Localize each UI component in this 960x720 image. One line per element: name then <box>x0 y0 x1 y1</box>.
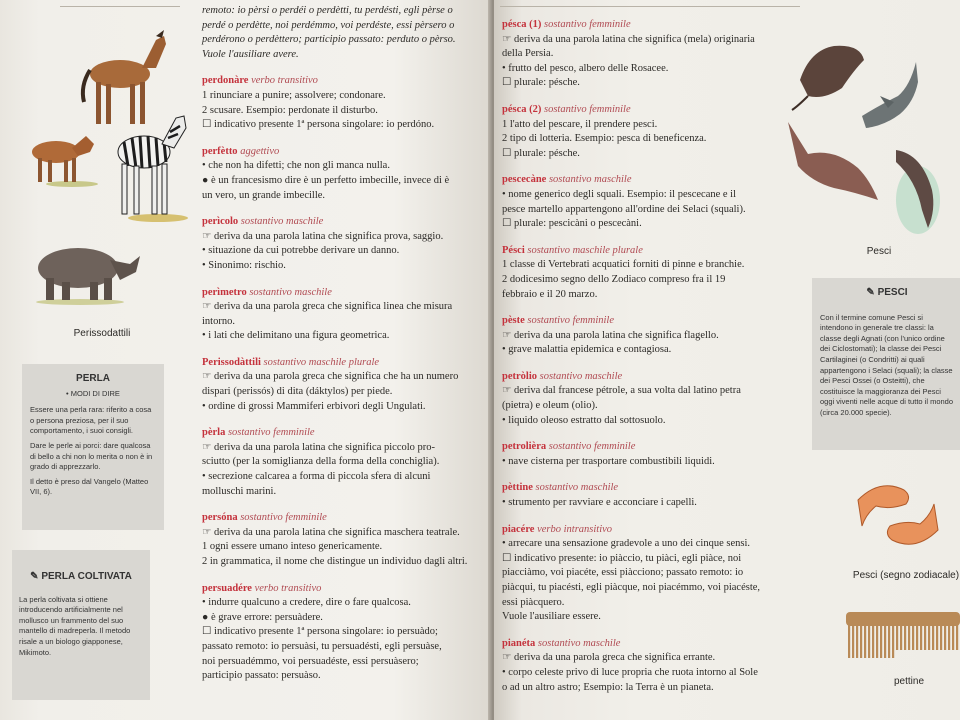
entry-line: • secrezione calcarea a forma di piccola sfera di alcuni <box>202 471 431 483</box>
entry-part-of-speech: sostantivo femminile <box>544 19 631 30</box>
entry-line: o ad un altro astro; Esempio: la Terra è un pianeta. <box>502 681 714 693</box>
entry-line: • strumento per ravviare e acconciare i capelli. <box>502 497 697 509</box>
entry-line: participio passato: persuàso. <box>202 670 321 682</box>
entry-line: ☐ indicativo presente 1ª persona singolare: io perdóno. <box>202 119 435 131</box>
perla-box-text-2: Dare le perle ai porci: dare qualcosa di bello a chi non lo merita o non è in grado di apprezzarlo. <box>30 440 153 472</box>
entry-line: remoto: io pèrsi o perdéi o perdètti, tu perdésti, egli pèrse o <box>202 5 453 16</box>
entry-heading <box>202 74 480 89</box>
perla-sidebar-box <box>22 364 164 530</box>
entry-line: • Sinonimo: rischio. <box>202 259 286 271</box>
entry-heading <box>202 286 480 301</box>
pesci-caption: Pesci <box>866 246 892 257</box>
entry-headword: pèrla <box>202 427 226 439</box>
entry-heading <box>502 18 798 33</box>
entry-line: ☞ deriva da una parola latina che significa maschera teatrale. <box>202 526 460 538</box>
entry-line: • situazione da cui potrebbe derivare un danno. <box>202 245 400 257</box>
entry-part-of-speech: sostantivo maschile <box>535 482 619 494</box>
perla-box-text-1: Essere una perla rara: riferito a cosa o persona preziosa, per il suo comportamento, i suoi consigli. <box>30 405 152 436</box>
dictionary-entry <box>202 582 480 684</box>
entry-line: 2 dodicesimo segno dello Zodiaco compreso fra il 19 <box>502 273 726 285</box>
entry-part-of-speech: sostantivo maschile <box>240 216 324 228</box>
entry-headword: pésca (2) <box>502 103 542 115</box>
entry-line: ☞ deriva dal francese pétrole, a sua volta dal latino petra <box>502 385 741 397</box>
entry-line: 1 rinunciare a punire; assolvere; condonare. <box>202 89 386 101</box>
rhinoceros-illustration <box>30 236 144 306</box>
dictionary-entry <box>202 286 480 344</box>
entry-line: ☞ deriva da una parola latina che significa piccolo pro- <box>202 441 436 453</box>
left-entries <box>202 4 480 696</box>
entry-line: ● è grave errore: persuàdere. <box>202 611 323 623</box>
comb-illustration <box>844 608 960 660</box>
entry-line: ☞ deriva da una parola latina che significa flagello. <box>502 329 719 341</box>
pesci-sidebar-box <box>812 278 960 450</box>
entry-line: ☞ deriva da una parola greca che significa linea che misura <box>202 301 453 313</box>
entry-line: 2 tipo di lotteria. Esempio: pesca di beneficenza. <box>502 133 707 145</box>
pesci-box-text: Con il termine comune Pesci si intendono in generale tre classi: la classe degli Agnati (con l'unico ordine dei Ciclostomati); la classe dei Pesci Cartilaginei (o Condritti) ai quali appartengono i Selaci (squali); la classe dei Pesci Ossei (o Osteitti), che costituisce la maggioranza dei Pesci oggi viventi nelle acque di tutto il mondo (circa 20.000 specie). <box>820 312 954 417</box>
entry-part-of-speech: verbo transitivo <box>254 582 322 594</box>
entry-line: 1 l'atto del pescare, il prendere pesci. <box>502 118 658 130</box>
entry-headword: persóna <box>202 512 238 524</box>
entry-heading <box>202 356 480 371</box>
dictionary-entry <box>502 103 798 161</box>
entry-headword: petrolièra <box>502 441 547 453</box>
entry-part-of-speech: sostantivo maschile <box>539 370 623 382</box>
entry-line: febbraio e il 20 marzo. <box>502 288 598 300</box>
dictionary-entry <box>502 440 798 469</box>
entry-line: • grave malattia epidemica e contagiosa. <box>502 344 672 356</box>
right-entry-list <box>502 18 798 695</box>
entry-heading <box>202 582 480 597</box>
entry-headword: pianéta <box>502 637 536 649</box>
entry-line: 2 in grammatica, il nome che distingue un individuo dagli altri. <box>202 556 468 567</box>
pisces-zodiac-illustration <box>850 470 946 560</box>
dictionary-entry <box>502 637 798 695</box>
entry-part-of-speech: verbo intransitivo <box>537 523 613 535</box>
top-rule <box>60 6 180 7</box>
entry-line: • nave cisterna per trasportare combustibili liquidi. <box>502 455 715 467</box>
dictionary-entry <box>202 511 480 569</box>
entry-part-of-speech: sostantivo maschile <box>249 286 332 298</box>
entry-line: Vuole l'ausiliare essere. <box>502 611 601 623</box>
perissodattili-caption: Perissodattili <box>73 328 131 339</box>
entry-headword: Pésci <box>502 244 525 256</box>
entry-part-of-speech: sostantivo femminile <box>548 441 636 453</box>
entry-line: ☐ indicativo presente: io piàccio, tu piàci, egli piàce, noi <box>502 552 742 564</box>
entry-line: ☞ deriva da una parola greca che significa che ha un numero <box>202 371 459 383</box>
entry-line: 1 ogni essere umano inteso genericamente. <box>202 541 383 553</box>
entry-line: intorno. <box>202 315 235 327</box>
entry-line: piàcqui, tu piacésti, egli piàcque, noi piacémmo, voi piacéste, <box>502 582 761 593</box>
entry-line: ☞ deriva da una parola latina che significa prova, saggio. <box>202 230 444 242</box>
entry-part-of-speech: verbo transitivo <box>251 75 318 87</box>
entry-part-of-speech: sostantivo femminile <box>527 315 614 327</box>
entry-line: molluschi marini. <box>202 485 277 497</box>
entry-line: 1 classe di Vertebrati acquatici forniti di pinne e branchie. <box>502 259 745 271</box>
dictionary-entry <box>202 356 480 414</box>
left-entry-list <box>202 74 480 683</box>
entry-heading <box>502 637 798 652</box>
entry-line: ☐ plurale: pésche. <box>502 147 580 159</box>
dictionary-entry <box>202 74 480 132</box>
entry-line: un vero, un grande imbecille. <box>202 189 326 201</box>
entry-part-of-speech: sostantivo femminile <box>544 103 631 115</box>
entry-line: essi piàcquero. <box>502 596 565 608</box>
dictionary-entry <box>502 244 798 302</box>
entry-line: 2 scusare. Esempio: perdonate il disturbo. <box>202 104 378 116</box>
perla-box-title: PERLA <box>76 373 110 384</box>
entry-headword: pescecàne <box>502 174 547 186</box>
entry-part-of-speech: aggettivo <box>240 145 280 157</box>
entry-headword: persuadére <box>202 582 252 594</box>
entry-line: • ordine di grossi Mammiferi erbivori degli Ungulati. <box>202 400 426 412</box>
entry-line: • i lati che delimitano una figura geometrica. <box>202 330 390 342</box>
entry-line: • indurre qualcuno a credere, dire o fare qualcosa. <box>202 597 411 609</box>
entry-line: • corpo celeste privo di luce propria che ruota intorno al Sole <box>502 666 758 678</box>
entry-heading <box>502 440 798 455</box>
entry-headword: Perissodàttili <box>202 356 261 368</box>
perdere-continuation <box>202 4 480 62</box>
entry-heading <box>502 370 798 385</box>
entry-line: • liquido oleoso estratto dal sottosuolo. <box>502 414 666 426</box>
entry-line: pesce martello appartengono all'ordine dei Selaci (squali). <box>502 203 746 215</box>
entry-line: dispari (perissós) di dita (dáktylos) per piede. <box>202 386 393 398</box>
entry-line: • arrecare una sensazione gradevole a uno dei cinque sensi. <box>502 538 750 550</box>
zebra-illustration <box>104 108 188 224</box>
entry-heading <box>502 523 798 538</box>
fish-splash-illustration <box>892 140 948 236</box>
entry-heading <box>502 481 798 496</box>
entry-headword: pésca (1) <box>502 19 542 30</box>
pettine-caption: pettine <box>893 676 925 687</box>
entry-line: perdé o perdètte, noi perdémmo, voi perdéste, essi pèrsero o <box>202 19 455 31</box>
dictionary-entry <box>502 173 798 231</box>
entry-line: Vuole l'ausiliare avere. <box>202 48 299 60</box>
perla-coltivata-title: ✎ PERLA COLTIVATA <box>30 571 132 582</box>
entry-line: noi persuadémmo, voi persuadéste, essi persuàsero; <box>202 655 419 667</box>
entry-line: (pietra) e oleum (olio). <box>502 400 598 412</box>
pesci-box-title: ✎ PESCI <box>866 287 908 298</box>
entry-headword: piacére <box>502 523 535 535</box>
entry-line: ☐ indicativo presente 1ª persona singolare: io persuàdo; <box>202 626 438 638</box>
dictionary-entry <box>502 18 798 91</box>
entry-headword: pèste <box>502 315 525 327</box>
entry-heading <box>202 215 480 230</box>
donkey-illustration <box>20 126 98 188</box>
entry-line: ● è un francesismo dire è un perfetto imbecille, invece di è <box>202 174 450 186</box>
entry-heading <box>502 314 798 329</box>
dictionary-entry <box>502 314 798 358</box>
dictionary-entry <box>502 523 798 625</box>
entry-part-of-speech: sostantivo maschile plurale <box>527 244 643 256</box>
entry-part-of-speech: sostantivo femminile <box>227 427 315 439</box>
entry-part-of-speech: sostantivo maschile <box>548 174 632 186</box>
entry-heading <box>202 145 480 160</box>
entry-headword: perìcolo <box>202 216 239 228</box>
entry-line: • frutto del pesco, albero delle Rosacee. <box>502 62 669 74</box>
tuna-illustration <box>784 118 884 208</box>
right-page <box>494 0 960 720</box>
perla-box-text-3: Il detto è preso dal Vangelo (Matteo VII, 6). <box>30 476 149 497</box>
zodiac-caption: Pesci (segno zodiacale) <box>852 570 960 581</box>
entry-line: sciutto (per la somiglianza della forma della conchiglia). <box>202 456 440 468</box>
right-entries <box>502 18 798 707</box>
entry-line: • nome generico degli squali. Esempio: il pescecane e il <box>502 188 737 200</box>
dictionary-entry <box>202 145 480 203</box>
entry-line: perdérono o perdèttero; participio passato: perduto o pèrso. <box>202 34 456 46</box>
entry-headword: perdonàre <box>202 75 249 87</box>
pen-icon: ✎ <box>30 571 42 582</box>
pen-icon: ✎ <box>866 287 878 298</box>
perla-coltivata-box <box>12 550 150 700</box>
entry-line: piacciàmo, voi piacéte, essi piàcciono; passato remoto: io <box>502 567 744 579</box>
entry-line: ☐ plurale: pescicàni o pescecàni. <box>502 218 642 230</box>
entry-part-of-speech: sostantivo maschile plurale <box>263 356 380 368</box>
entry-line: ☞ deriva da una parola greca che significa errante. <box>502 652 716 664</box>
entry-heading <box>502 103 798 118</box>
entry-headword: pèttine <box>502 482 533 494</box>
entry-part-of-speech: sostantivo femminile <box>240 512 327 524</box>
entry-headword: perìmetro <box>202 286 247 298</box>
entry-line: della Persia. <box>502 48 554 60</box>
entry-headword: petròlio <box>502 370 537 382</box>
dictionary-entry <box>502 481 798 510</box>
entry-heading <box>502 244 798 259</box>
perla-coltivata-text: La perla coltivata si ottiene introducendo artificialmente nel mollusco un frammento del suo mantello di madreperla. Il metodo risale a un biologo giapponese, Mikimoto. <box>19 594 131 657</box>
entry-line: ☐ plurale: pésche. <box>502 77 580 89</box>
entry-line: • che non ha difetti; che non gli manca nulla. <box>202 160 390 172</box>
dictionary-entry <box>202 426 480 499</box>
entry-heading <box>502 173 798 188</box>
entry-heading <box>202 426 480 441</box>
dictionary-entry <box>502 370 798 428</box>
entry-heading <box>202 511 480 526</box>
perla-box-subtitle: • MODI DI DIRE <box>66 388 120 398</box>
entry-line: ☞ deriva da una parola latina che significa (mela) originaria <box>502 33 755 45</box>
entry-headword: perfètto <box>202 145 238 157</box>
entry-line: passato remoto: io persuàsi, tu persuadésti, egli persuàse, <box>202 640 442 652</box>
entry-part-of-speech: sostantivo maschile <box>537 637 621 649</box>
top-rule <box>500 6 800 7</box>
dictionary-entry <box>202 215 480 273</box>
